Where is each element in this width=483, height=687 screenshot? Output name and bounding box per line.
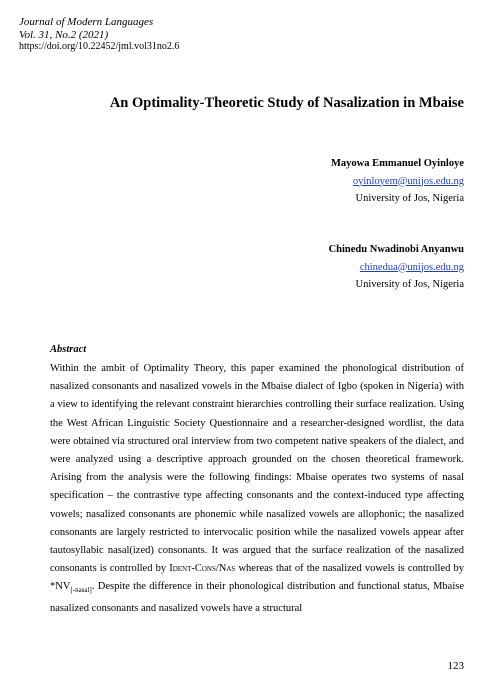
journal-volume: Vol. 31, No.2 (2021)	[19, 28, 109, 41]
author-affiliation: University of Jos, Nigeria	[355, 193, 464, 204]
abstract-part-2: whereas that of the nasalized vowels is controlled by *NV	[50, 563, 465, 593]
constraint-subscript: [-nasal]	[70, 586, 92, 595]
author-affiliation: University of Jos, Nigeria	[355, 279, 464, 290]
author-name: Chinedu Nwadinobi Anyanwu	[328, 244, 464, 255]
journal-header	[19, 16, 179, 54]
abstract-heading: Abstract	[50, 344, 87, 355]
author-email[interactable]: chinedua@unijos.edu.ng	[359, 261, 464, 273]
constraint-ident-cons-nas: Ident-Cons/Nas	[169, 563, 236, 575]
paper-title: An Optimality-Theoretic Study of Nasalization in Mbaise	[109, 95, 464, 111]
journal-name: Journal of Modern Languages	[19, 16, 154, 28]
abstract-text	[50, 360, 464, 618]
abstract-part-1: Within the ambit of Optimality Theory, this paper examined the phonological distribution of nasalized consonants and nasalized vowels in the Mbaise dialect of Igbo (spoken in Nigeria) with a view to identifying the relevant constraint hierarchies controlling their surface realization. Using the West African Linguistic Society Questionnaire and a researcher-designed wordlist, the data were obtained via structured oral interview from two competent native speakers of the dialect, and were analyzed using a descriptive approach grounded on the chosen theoretical framework. Arising from the analysis were the following findings: Mbaise operates two systems of nasal specification – the contrastive type affecting consonants and the context-induced type affecting vowels; nasalized consonants are phonemic while nasalized vowels are allophonic; the nasalized consonants are largely restricted to intervocalic position while the nasalized vowels appear after tautosyllabic nasal(ized) consonants. It was argued that the surface realization of the nasalized consonants is controlled by	[50, 363, 464, 575]
author-name: Mayowa Emmanuel Oyinloye	[331, 158, 464, 169]
author-block-1	[331, 157, 464, 207]
journal-doi[interactable]: https://doi.org/10.22452/jml.vol31no2.6	[19, 41, 180, 52]
abstract-part-3: . Despite the difference in their phonological distribution and functional status, Mbaise nasalized consonants and nasalized vowels have a structural	[50, 581, 464, 614]
page-number: 123	[447, 660, 464, 672]
author-email[interactable]: oyinloyem@unijos.edu.ng	[352, 175, 464, 187]
author-block-2	[329, 243, 464, 293]
